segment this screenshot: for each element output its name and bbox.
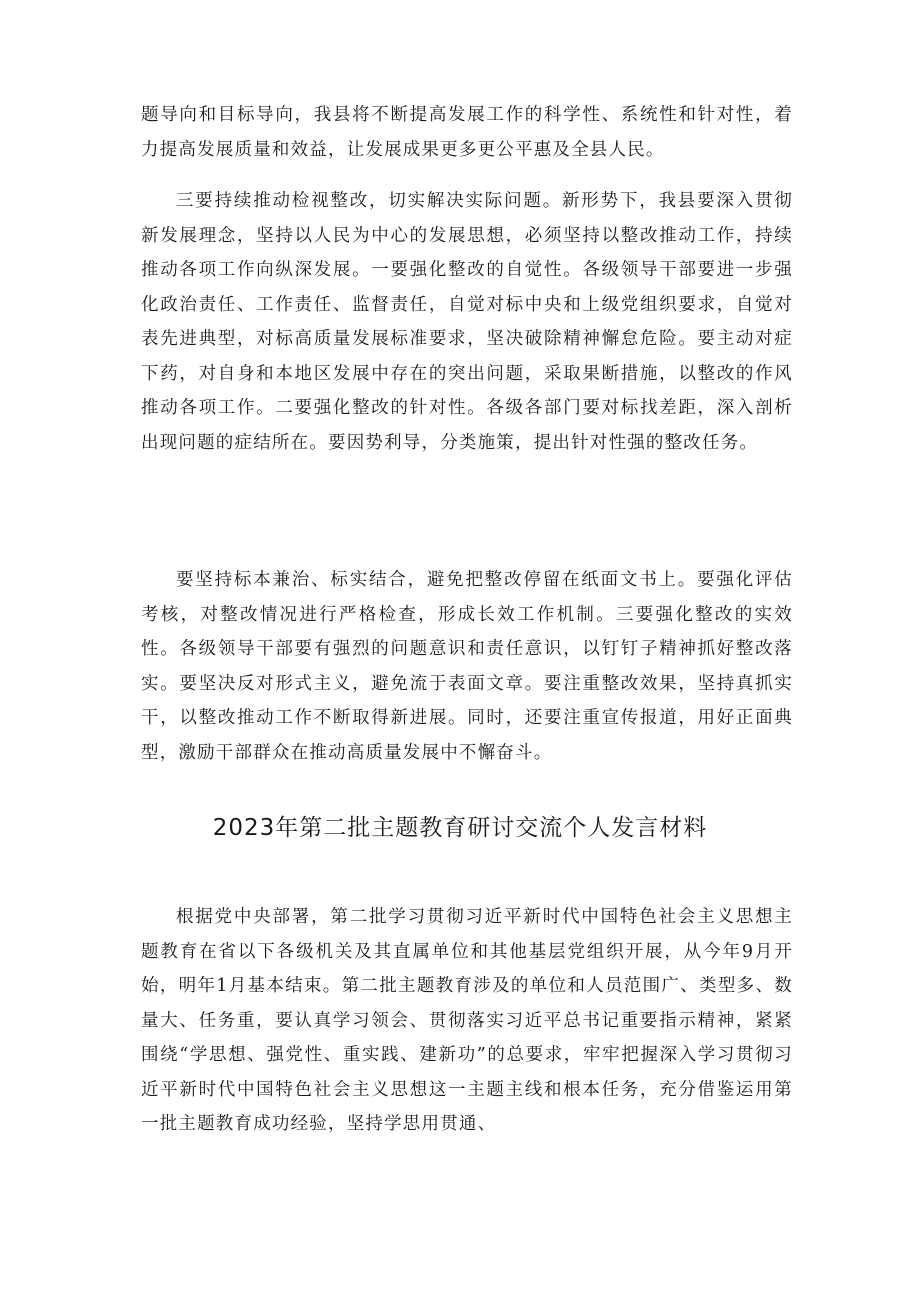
paragraph-intro: 根据党中央部署，第二批学习贯彻习近平新时代中国特色社会主义思想主题教育在省以下各级机关及其直属单位和其他基层党组织开展，从今年9月开始，明年1月基本结束。第二批主题教育涉及的单位和人员范围广、类型多、数量大、任务重，要认真学习领会、贯彻落实习近平总书记重要指示精神，紧紧围绕“学思想、强党性、重实践、建新功”的总要求，牢牢把握深入学习贯彻习近平新时代中国特色社会主义思想这一主题主线和根本任务，充分借鉴运用第一批主题教育成功经验，坚持学思用贯通、 [141,907,793,1134]
paragraph-continuation: 题导向和目标导向，我县将不断提高发展工作的科学性、系统性和针对性，着力提高发展质量和效益，让发展成果更多更公平惠及全县人民。 [141,105,793,160]
paragraph-standards: 要坚持标本兼治、标实结合，避免把整改停留在纸面文书上。要强化评估考核，对整改情况进行严格检查，形成长效工作机制。三要强化整改的实效性。各级领导干部要有强烈的问题意识和责任意识，以钉钉子精神抓好整改落实。要坚决反对形式主义，避免流于表面文章。要注重整改效果，坚持真抓实干，以整改推动工作不断取得新进展。同时，还要注重宣传报道，用好正面典型，激励干部群众在推动高质量发展中不懈奋斗。 [141,570,793,763]
paragraph-rectification: 三要持续推动检视整改，切实解决实际问题。新形势下，我县要深入贯彻新发展理念，坚持以人民为中心的发展思想，必须坚持以整改推动工作，持续推动各项工作向纵深发展。一要强化整改的自觉性。各级领导干部要进一步强化政治责任、工作责任、监督责任，自觉对标中央和上级党组织要求，自觉对表先进典型，对标高质量发展标准要求，坚决破除精神懈怠危险。要主动对症下药，对自身和本地区发展中存在的突出问题，采取果断措施，以整改的作风推动各项工作。二要强化整改的针对性。各级各部门要对标找差距，深入剖析出现问题的症结所在。要因势利导，分类施策，提出针对性强的整改任务。 [141,191,793,453]
document-title: 2023年第二批主题教育研讨交流个人发言材料 [212,815,708,841]
